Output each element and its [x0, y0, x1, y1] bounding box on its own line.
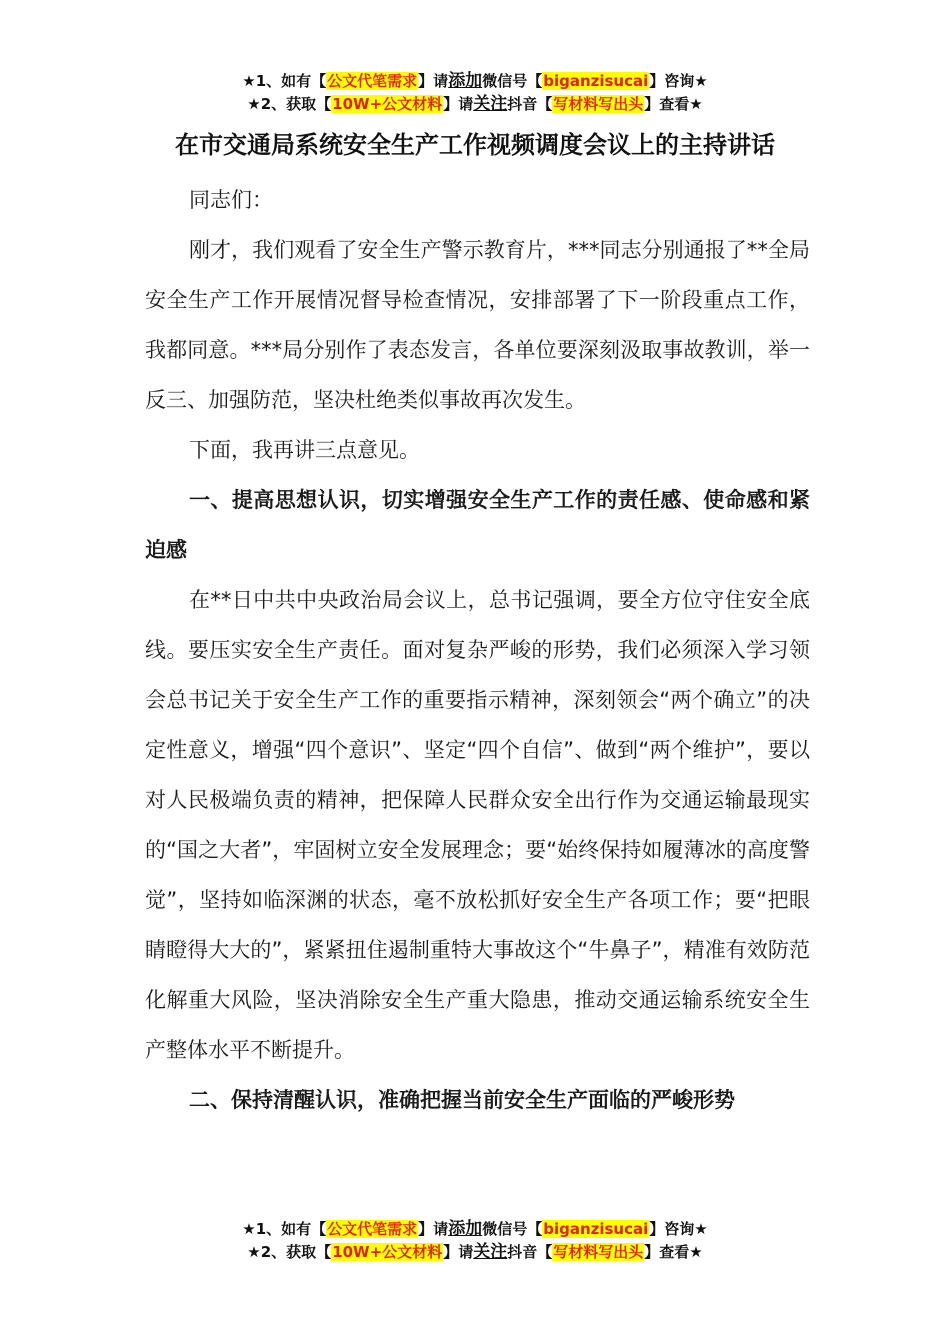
banner-highlight: 公文代笔需求 [327, 72, 418, 90]
banner-highlight: biganzisucai [543, 72, 649, 90]
banner-highlight: biganzisucai [543, 1220, 649, 1238]
banner-highlight: 10W+公文材料 [332, 95, 443, 113]
banner-text: 微信号【 [482, 72, 543, 90]
banner-line-2 [0, 93, 950, 116]
banner-highlight: 10W+公文材料 [332, 1243, 443, 1261]
banner-highlight: 写材料写出头 [553, 95, 644, 113]
banner-text: 】咨询★ [649, 72, 708, 90]
banner-line-1 [0, 70, 950, 93]
banner-text: 】咨询★ [649, 1220, 708, 1238]
banner-text: 抖音【 [507, 1243, 553, 1261]
banner-text: 】请 [418, 72, 449, 90]
banner-text: 】请 [418, 1220, 449, 1238]
banner-line-2 [0, 1241, 950, 1264]
banner-text: ★1、如有【 [242, 72, 327, 90]
banner-underline: 关注 [473, 94, 508, 114]
banner-text: ★1、如有【 [242, 1220, 327, 1238]
document-body [145, 175, 810, 1125]
banner-text: ★2、获取【 [247, 95, 332, 113]
banner-underline: 添加 [448, 1219, 483, 1239]
document-title: 在市交通局系统安全生产工作视频调度会议上的主持讲话 [175, 131, 775, 159]
banner-text: 】查看★ [644, 1243, 703, 1261]
paragraph: 在**日中共中央政治局会议上，总书记强调，要全方位守住安全底线。要压实安全生产责任。面对复杂严峻的形势，我们必须深入学习领会总书记关于安全生产工作的重要指示精神，深刻领会“两个确立”的决定性意义，增强“四个意识”、坚定“四个自信”、做到“两个维护”，要以对人民极端负责的精神，把保障人民群众安全出行作为交通运输最现实的“国之大者”，牢固树立安全发展理念；要“始终保持如履薄冰的高度警觉”，坚持如临深渊的状态，毫不放松抓好安全生产各项工作；要“把眼睛瞪得大大的”，紧紧扭住遏制重特大事故这个“牛鼻子”，精准有效防范化解重大风险，坚决消除安全生产重大隐患，推动交通运输系统安全生产整体水平不断提升。 [145, 588, 810, 1062]
header-banner [0, 70, 950, 116]
banner-text: 】请 [443, 95, 474, 113]
banner-line-1 [0, 1218, 950, 1241]
section-heading: 一、提高思想认识，切实增强安全生产工作的责任感、使命感和紧迫感 [145, 488, 810, 562]
banner-text: ★2、获取【 [247, 1243, 332, 1261]
section-heading: 二、保持清醒认识，准确把握当前安全生产面临的严峻形势 [189, 1088, 735, 1112]
paragraph: 刚才，我们观看了安全生产警示教育片，***同志分别通报了**全局安全生产工作开展情况督导检查情况，安排部署了下一阶段重点工作，我都同意。***局分别作了表态发言，各单位要深刻汲取事故教训，举一反三、加强防范，坚决杜绝类似事故再次发生。 [145, 238, 810, 412]
paragraph: 下面，我再讲三点意见。 [189, 438, 420, 462]
footer-banner [0, 1218, 950, 1264]
banner-text: 抖音【 [507, 95, 553, 113]
salutation: 同志们： [189, 188, 273, 212]
banner-text: 】查看★ [644, 95, 703, 113]
banner-highlight: 写材料写出头 [553, 1243, 644, 1261]
banner-underline: 添加 [448, 71, 483, 91]
banner-highlight: 公文代笔需求 [327, 1220, 418, 1238]
banner-underline: 关注 [473, 1242, 508, 1262]
banner-text: 微信号【 [482, 1220, 543, 1238]
banner-text: 】请 [443, 1243, 474, 1261]
